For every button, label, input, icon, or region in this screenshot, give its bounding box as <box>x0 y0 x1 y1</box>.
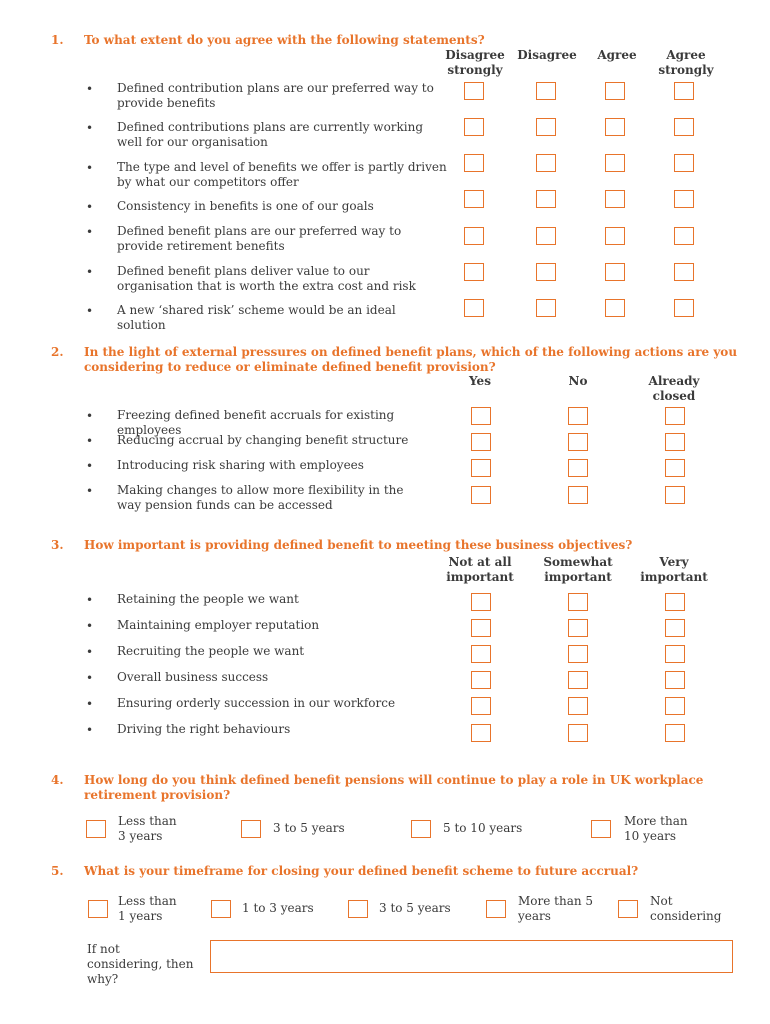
q3-row1-very-checkbox[interactable] <box>665 593 685 611</box>
q2-row4-yes-checkbox[interactable] <box>471 486 491 504</box>
bullet: • <box>86 121 94 135</box>
q2-row3-yes-checkbox[interactable] <box>471 459 491 477</box>
q1-row5-disagree-strongly-checkbox[interactable] <box>464 227 484 245</box>
q3-row4-very-checkbox[interactable] <box>665 671 685 689</box>
q1-row5-agree-checkbox[interactable] <box>605 227 625 245</box>
q1-col-disagree: Disagree <box>517 48 577 62</box>
q4-option-2-checkbox[interactable] <box>241 820 261 838</box>
q3-statement-5: Ensuring orderly succession in our workforce <box>117 696 396 710</box>
q1-row6-disagree-strongly-checkbox[interactable] <box>464 263 484 281</box>
q1-number: 1. <box>51 33 64 47</box>
q3-row3-not-at-all-checkbox[interactable] <box>471 645 491 663</box>
q2-question: In the light of external pressures on defined benefit plans, which of the following actions are you considering to reduce or eliminate defined benefit provision? <box>84 345 738 374</box>
q5-option-4-checkbox[interactable] <box>486 900 506 918</box>
q3-row5-not-at-all-checkbox[interactable] <box>471 697 491 715</box>
q3-col-somewhat-important: Somewhat important <box>543 555 613 584</box>
q1-row4-agree-strongly-checkbox[interactable] <box>674 190 694 208</box>
q1-row7-agree-strongly-checkbox[interactable] <box>674 299 694 317</box>
q1-row1-disagree-checkbox[interactable] <box>536 82 556 100</box>
bullet: • <box>86 434 94 448</box>
q5-option-2-checkbox[interactable] <box>211 900 231 918</box>
bullet: • <box>86 265 94 279</box>
q3-row1-not-at-all-checkbox[interactable] <box>471 593 491 611</box>
q2-statement-1: Freezing defined benefit accruals for existing employees <box>117 408 395 437</box>
q5-option-2-label: 1 to 3 years <box>242 901 314 915</box>
q3-statement-2: Maintaining employer reputation <box>117 618 320 632</box>
q5-number: 5. <box>51 864 64 878</box>
bullet: • <box>86 671 94 685</box>
q1-statement-1: Defined contribution plans are our preferred way to provide benefits <box>117 81 434 110</box>
q3-row5-very-checkbox[interactable] <box>665 697 685 715</box>
q5-question: What is your timeframe for closing your defined benefit scheme to future accrual? <box>84 864 639 878</box>
q1-statement-2: Defined contributions plans are currently working well for our organisation <box>117 120 424 149</box>
q1-statement-4: Consistency in benefits is one of our goals <box>117 199 374 213</box>
q5-option-5-label: Not considering <box>650 894 722 923</box>
q1-row1-agree-strongly-checkbox[interactable] <box>674 82 694 100</box>
q2-statement-4: Making changes to allow more flexibility in the way pension funds can be accessed <box>117 483 404 512</box>
q1-row7-disagree-checkbox[interactable] <box>536 299 556 317</box>
q1-row3-agree-strongly-checkbox[interactable] <box>674 154 694 172</box>
q4-option-3-label: 5 to 10 years <box>443 821 523 835</box>
q3-row4-not-at-all-checkbox[interactable] <box>471 671 491 689</box>
q1-statement-6: Defined benefit plans deliver value to our organisation that is worth the extra cost and risk <box>117 264 416 293</box>
q2-row1-already-closed-checkbox[interactable] <box>665 407 685 425</box>
q1-statement-7: A new ‘shared risk’ scheme would be an ideal solution <box>117 303 396 332</box>
q3-row5-somewhat-checkbox[interactable] <box>568 697 588 715</box>
q3-statement-4: Overall business success <box>117 670 269 684</box>
q4-option-3-checkbox[interactable] <box>411 820 431 838</box>
q3-number: 3. <box>51 538 64 552</box>
q3-question: How important is providing defined benefit to meeting these business objectives? <box>84 538 633 552</box>
q3-row1-somewhat-checkbox[interactable] <box>568 593 588 611</box>
q2-row1-no-checkbox[interactable] <box>568 407 588 425</box>
q3-row6-very-checkbox[interactable] <box>665 724 685 742</box>
q3-row2-somewhat-checkbox[interactable] <box>568 619 588 637</box>
q2-row3-already-closed-checkbox[interactable] <box>665 459 685 477</box>
q1-row1-agree-checkbox[interactable] <box>605 82 625 100</box>
q1-col-agree: Agree <box>597 48 637 62</box>
bullet: • <box>86 161 94 175</box>
q4-number: 4. <box>51 773 64 787</box>
q2-row1-yes-checkbox[interactable] <box>471 407 491 425</box>
q1-question: To what extent do you agree with the following statements? <box>84 33 485 47</box>
q3-row4-somewhat-checkbox[interactable] <box>568 671 588 689</box>
q1-row2-disagree-checkbox[interactable] <box>536 118 556 136</box>
q3-statement-6: Driving the right behaviours <box>117 722 291 736</box>
q5-option-1-checkbox[interactable] <box>88 900 108 918</box>
q1-row3-disagree-checkbox[interactable] <box>536 154 556 172</box>
q1-row2-disagree-strongly-checkbox[interactable] <box>464 118 484 136</box>
bullet: • <box>86 645 94 659</box>
q4-option-1-label: Less than 3 years <box>118 814 177 843</box>
bullet: • <box>86 697 94 711</box>
q2-number: 2. <box>51 345 64 359</box>
q3-row2-very-checkbox[interactable] <box>665 619 685 637</box>
q2-row2-already-closed-checkbox[interactable] <box>665 433 685 451</box>
bullet: • <box>86 593 94 607</box>
q5-option-3-label: 3 to 5 years <box>379 901 451 915</box>
q1-row6-disagree-checkbox[interactable] <box>536 263 556 281</box>
bullet: • <box>86 225 94 239</box>
q1-row1-disagree-strongly-checkbox[interactable] <box>464 82 484 100</box>
q4-option-4-checkbox[interactable] <box>591 820 611 838</box>
bullet: • <box>86 723 94 737</box>
q2-col-no: No <box>568 374 588 388</box>
bullet: • <box>86 200 94 214</box>
q2-col-already-closed: Already closed <box>648 374 700 403</box>
q5-option-5-checkbox[interactable] <box>618 900 638 918</box>
q5-option-1-label: Less than 1 years <box>118 894 177 923</box>
q3-row6-not-at-all-checkbox[interactable] <box>471 724 491 742</box>
q2-row4-no-checkbox[interactable] <box>568 486 588 504</box>
bullet: • <box>86 304 94 318</box>
q1-statement-5: Defined benefit plans are our preferred way to provide retirement benefits <box>117 224 402 253</box>
bullet: • <box>86 409 94 423</box>
q5-followup-label: If not considering, then why? <box>87 942 194 986</box>
q2-statement-3: Introducing risk sharing with employees <box>117 458 364 472</box>
q3-col-very-important: Very important <box>640 555 708 584</box>
q1-col-disagree-strongly: Disagree strongly <box>445 48 505 77</box>
q1-row4-disagree-checkbox[interactable] <box>536 190 556 208</box>
q2-row3-no-checkbox[interactable] <box>568 459 588 477</box>
q5-followup-text-field[interactable] <box>210 940 733 973</box>
q5-option-3-checkbox[interactable] <box>348 900 368 918</box>
q1-row6-agree-strongly-checkbox[interactable] <box>674 263 694 281</box>
q3-col-not-at-all-important: Not at all important <box>446 555 514 584</box>
q4-option-4-label: More than 10 years <box>624 814 688 843</box>
bullet: • <box>86 484 94 498</box>
q4-option-1-checkbox[interactable] <box>86 820 106 838</box>
q1-row5-disagree-checkbox[interactable] <box>536 227 556 245</box>
q4-question: How long do you think defined benefit pensions will continue to play a role in UK workplace retirement provision? <box>84 773 704 802</box>
q1-row3-agree-checkbox[interactable] <box>605 154 625 172</box>
q2-row2-yes-checkbox[interactable] <box>471 433 491 451</box>
q2-row2-no-checkbox[interactable] <box>568 433 588 451</box>
q1-row6-agree-checkbox[interactable] <box>605 263 625 281</box>
q1-row5-agree-strongly-checkbox[interactable] <box>674 227 694 245</box>
q2-row4-already-closed-checkbox[interactable] <box>665 486 685 504</box>
bullet: • <box>86 619 94 633</box>
q1-row2-agree-checkbox[interactable] <box>605 118 625 136</box>
q1-row7-disagree-strongly-checkbox[interactable] <box>464 299 484 317</box>
q1-row4-agree-checkbox[interactable] <box>605 190 625 208</box>
q3-statement-1: Retaining the people we want <box>117 592 299 606</box>
q3-statement-3: Recruiting the people we want <box>117 644 305 658</box>
q1-col-agree-strongly: Agree strongly <box>658 48 714 77</box>
q4-option-2-label: 3 to 5 years <box>273 821 345 835</box>
q1-row2-agree-strongly-checkbox[interactable] <box>674 118 694 136</box>
q5-option-4-label: More than 5 years <box>518 894 594 923</box>
q3-row3-somewhat-checkbox[interactable] <box>568 645 588 663</box>
q1-row7-agree-checkbox[interactable] <box>605 299 625 317</box>
bullet: • <box>86 459 94 473</box>
q1-row3-disagree-strongly-checkbox[interactable] <box>464 154 484 172</box>
q1-row4-disagree-strongly-checkbox[interactable] <box>464 190 484 208</box>
q3-row2-not-at-all-checkbox[interactable] <box>471 619 491 637</box>
q1-statement-3: The type and level of benefits we offer is partly driven by what our competitors offer <box>117 160 447 189</box>
q2-col-yes: Yes <box>469 374 491 388</box>
q3-row6-somewhat-checkbox[interactable] <box>568 724 588 742</box>
q3-row3-very-checkbox[interactable] <box>665 645 685 663</box>
bullet: • <box>86 82 94 96</box>
q2-statement-2: Reducing accrual by changing benefit structure <box>117 433 409 447</box>
